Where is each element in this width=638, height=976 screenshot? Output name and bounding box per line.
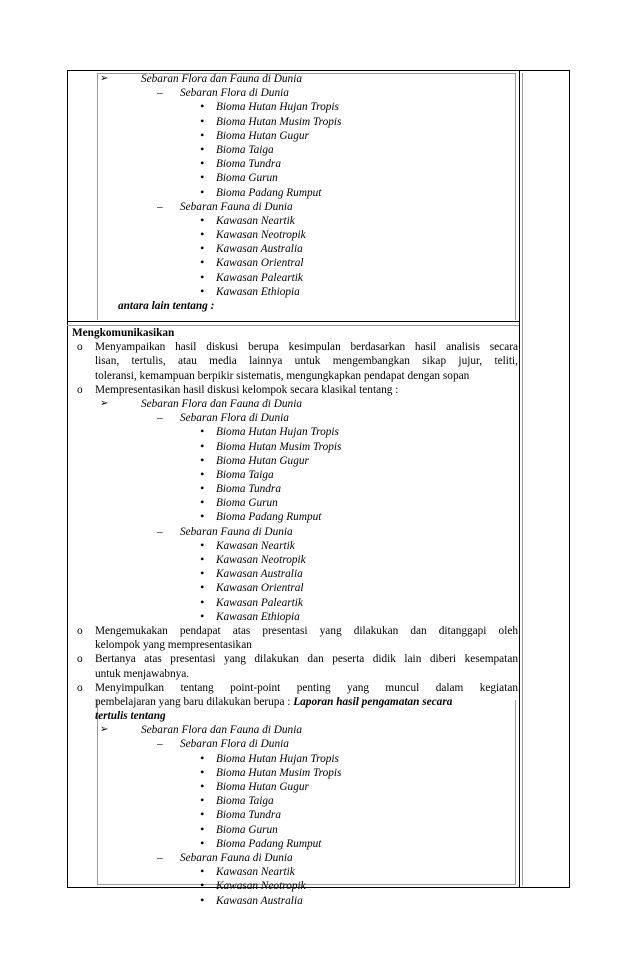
- bullet-icon: •: [200, 269, 205, 284]
- bullet-icon: •: [200, 864, 205, 879]
- list-item: • Bioma Gurun: [200, 170, 278, 185]
- arrow-icon: ➢: [100, 397, 109, 409]
- fauna-subheading: – Sebaran Fauna di Dunia: [157, 200, 293, 213]
- fauna-subheading: – Sebaran Fauna di Dunia: [157, 851, 293, 864]
- list-item: • Bioma Tundra: [200, 481, 281, 496]
- list-item: • Kawasan Neartik: [200, 212, 295, 227]
- bullet-icon: •: [200, 481, 205, 496]
- bullet-icon: •: [200, 509, 205, 524]
- bullet-icon: •: [200, 608, 205, 623]
- bullet-icon: •: [200, 821, 205, 836]
- bullet-icon: •: [200, 580, 205, 595]
- bold-italic-text: Laporan hasil pengamatan secara: [293, 695, 453, 708]
- list-item: • Bioma Hutan Musim Tropis: [200, 113, 342, 128]
- bullet-icon: •: [200, 127, 205, 142]
- list-item-continuation: lisan, tertulis, atau media lainnya untuk mengembangkan sikap jujur, teliti,: [95, 355, 518, 368]
- bullet-icon: •: [200, 594, 205, 609]
- list-item: • Kawasan Neotropik: [200, 227, 306, 242]
- list-item: o Mengemukakan pendapat atas presentasi yang dilakukan dan ditanggapi oleh: [77, 624, 518, 637]
- list-item: • Kawasan Ethiopia: [200, 608, 300, 623]
- dash-icon: –: [157, 200, 163, 213]
- list-item: • Bioma Hutan Musim Tropis: [200, 438, 342, 453]
- list-item: • Kawasan Orientral: [200, 580, 304, 595]
- list-heading: ➢ Sebaran Flora dan Fauna di Dunia: [100, 724, 302, 737]
- list-item: • Bioma Hutan Hujan Tropis: [200, 99, 339, 114]
- arrow-icon: ➢: [100, 724, 109, 736]
- bullet-icon: •: [200, 537, 205, 552]
- list-item-continuation: untuk menjawabnya.: [95, 667, 190, 680]
- list-heading: ➢ Sebaran Flora dan Fauna di Dunia: [100, 73, 302, 85]
- list-item: • Bioma Padang Rumput: [200, 184, 322, 199]
- closing-text: antara lain tentang :: [118, 300, 215, 312]
- dash-icon: –: [157, 412, 163, 425]
- bullet-icon: •: [200, 424, 205, 439]
- bullet-icon: •: [200, 141, 205, 156]
- list-item: o Mempresentasikan hasil diskusi kelompok secara klasikal tentang :: [77, 383, 399, 396]
- bullet-icon: •: [200, 156, 205, 171]
- list-item: • Kawasan Australia: [200, 892, 303, 907]
- bullet-icon: •: [200, 566, 205, 581]
- list-item: • Kawasan Australia: [200, 241, 303, 256]
- list-item: • Bioma Padang Rumput: [200, 835, 322, 850]
- dash-icon: –: [157, 87, 163, 100]
- bullet-icon: •: [200, 438, 205, 453]
- mengkomunikasikan-section: [70, 326, 518, 908]
- bullet-icon: •: [200, 552, 205, 566]
- list-item: • Kawasan Neartik: [200, 864, 295, 879]
- list-item: • Kawasan Paleartik: [200, 594, 303, 609]
- bullet-icon: •: [200, 466, 205, 481]
- list-item: • Bioma Gurun: [200, 495, 278, 510]
- list-item: • Bioma Tundra: [200, 807, 281, 822]
- circle-bullet-icon: o: [77, 383, 83, 396]
- arrow-icon: ➢: [100, 73, 109, 84]
- list-item: • Bioma Tundra: [200, 156, 281, 171]
- list-item-continuation: toleransi, kemampuan berpikir sistematis, mengungkapkan pendapat dengan sopan: [95, 369, 470, 382]
- list-item: • Kawasan Australia: [200, 566, 303, 581]
- list-item: • Bioma Gurun: [200, 821, 278, 836]
- bullet-icon: •: [200, 878, 205, 893]
- bullet-icon: •: [200, 495, 205, 510]
- list-item: • Kawasan Orientral: [200, 255, 304, 270]
- list-item: • Bioma Padang Rumput: [200, 509, 322, 524]
- list-item: • Bioma Taiga: [200, 141, 274, 156]
- list-item: o Menyimpulkan tentang point-point penting yang muncul dalam kegiatan: [77, 681, 518, 694]
- list-item: • Bioma Hutan Hujan Tropis: [200, 750, 339, 765]
- list-heading: ➢ Sebaran Flora dan Fauna di Dunia: [100, 397, 302, 410]
- fauna-subheading: – Sebaran Fauna di Dunia: [157, 525, 293, 538]
- list-item-continuation: tertulis tentang: [95, 710, 166, 723]
- flora-subheading: – Sebaran Flora di Dunia: [157, 412, 289, 425]
- dash-icon: –: [157, 525, 163, 538]
- bullet-icon: •: [200, 452, 205, 467]
- flora-subheading: – Sebaran Flora di Dunia: [157, 87, 289, 100]
- list-item: • Bioma Hutan Musim Tropis: [200, 764, 342, 779]
- bullet-icon: •: [200, 255, 205, 270]
- bullet-icon: •: [200, 212, 205, 227]
- circle-bullet-icon: o: [77, 653, 83, 666]
- list-item: • Bioma Taiga: [200, 793, 274, 808]
- list-item: • Bioma Hutan Gugur: [200, 779, 309, 793]
- bullet-icon: •: [200, 241, 205, 256]
- list-item: • Kawasan Neotropik: [200, 552, 306, 566]
- bullet-icon: •: [200, 793, 205, 808]
- plain-text: pembelajaran yang baru dilakukan berupa :: [95, 695, 294, 708]
- top-cell: [100, 72, 518, 313]
- bullet-icon: •: [200, 227, 205, 242]
- circle-bullet-icon: o: [77, 681, 83, 694]
- bullet-icon: •: [200, 99, 205, 114]
- list-item: • Bioma Hutan Gugur: [200, 452, 309, 467]
- dash-icon: –: [157, 738, 163, 751]
- circle-bullet-icon: o: [77, 341, 83, 354]
- bullet-icon: •: [200, 807, 205, 822]
- dash-icon: –: [157, 851, 163, 864]
- bullet-icon: •: [200, 750, 205, 765]
- bullet-icon: •: [200, 892, 205, 907]
- list-item: • Bioma Taiga: [200, 466, 274, 481]
- list-item: • Kawasan Paleartik: [200, 269, 303, 284]
- row-divider: [67, 321, 520, 322]
- circle-bullet-icon: o: [77, 624, 83, 637]
- bullet-icon: •: [200, 283, 205, 298]
- bullet-icon: •: [200, 113, 205, 128]
- bullet-icon: •: [200, 764, 205, 779]
- section-title: Mengkomunikasikan: [72, 327, 175, 339]
- list-item: • Bioma Hutan Gugur: [200, 127, 309, 142]
- bullet-icon: •: [200, 184, 205, 199]
- list-item: o Bertanya atas presentasi yang dilakukan dan peserta didik lain diberi kesempatan: [77, 653, 518, 666]
- bullet-icon: •: [200, 170, 205, 185]
- flora-subheading: – Sebaran Flora di Dunia: [157, 738, 289, 751]
- bullet-icon: •: [200, 835, 205, 850]
- list-item: • Kawasan Ethiopia: [200, 283, 300, 298]
- inner-cell-border-left: [97, 73, 98, 320]
- list-item: • Bioma Hutan Hujan Tropis: [200, 424, 339, 439]
- bullet-icon: •: [200, 779, 205, 793]
- list-item-continuation: kelompok yang mempresentasikan: [95, 639, 252, 652]
- list-item: • Kawasan Neartik: [200, 537, 295, 552]
- list-item: o Menyampaikan hasil diskusi berupa kesimpulan berdasarkan hasil analisis secara: [77, 341, 518, 354]
- list-item: • Kawasan Neotropik: [200, 878, 306, 893]
- list-item-continuation: [70, 695, 518, 709]
